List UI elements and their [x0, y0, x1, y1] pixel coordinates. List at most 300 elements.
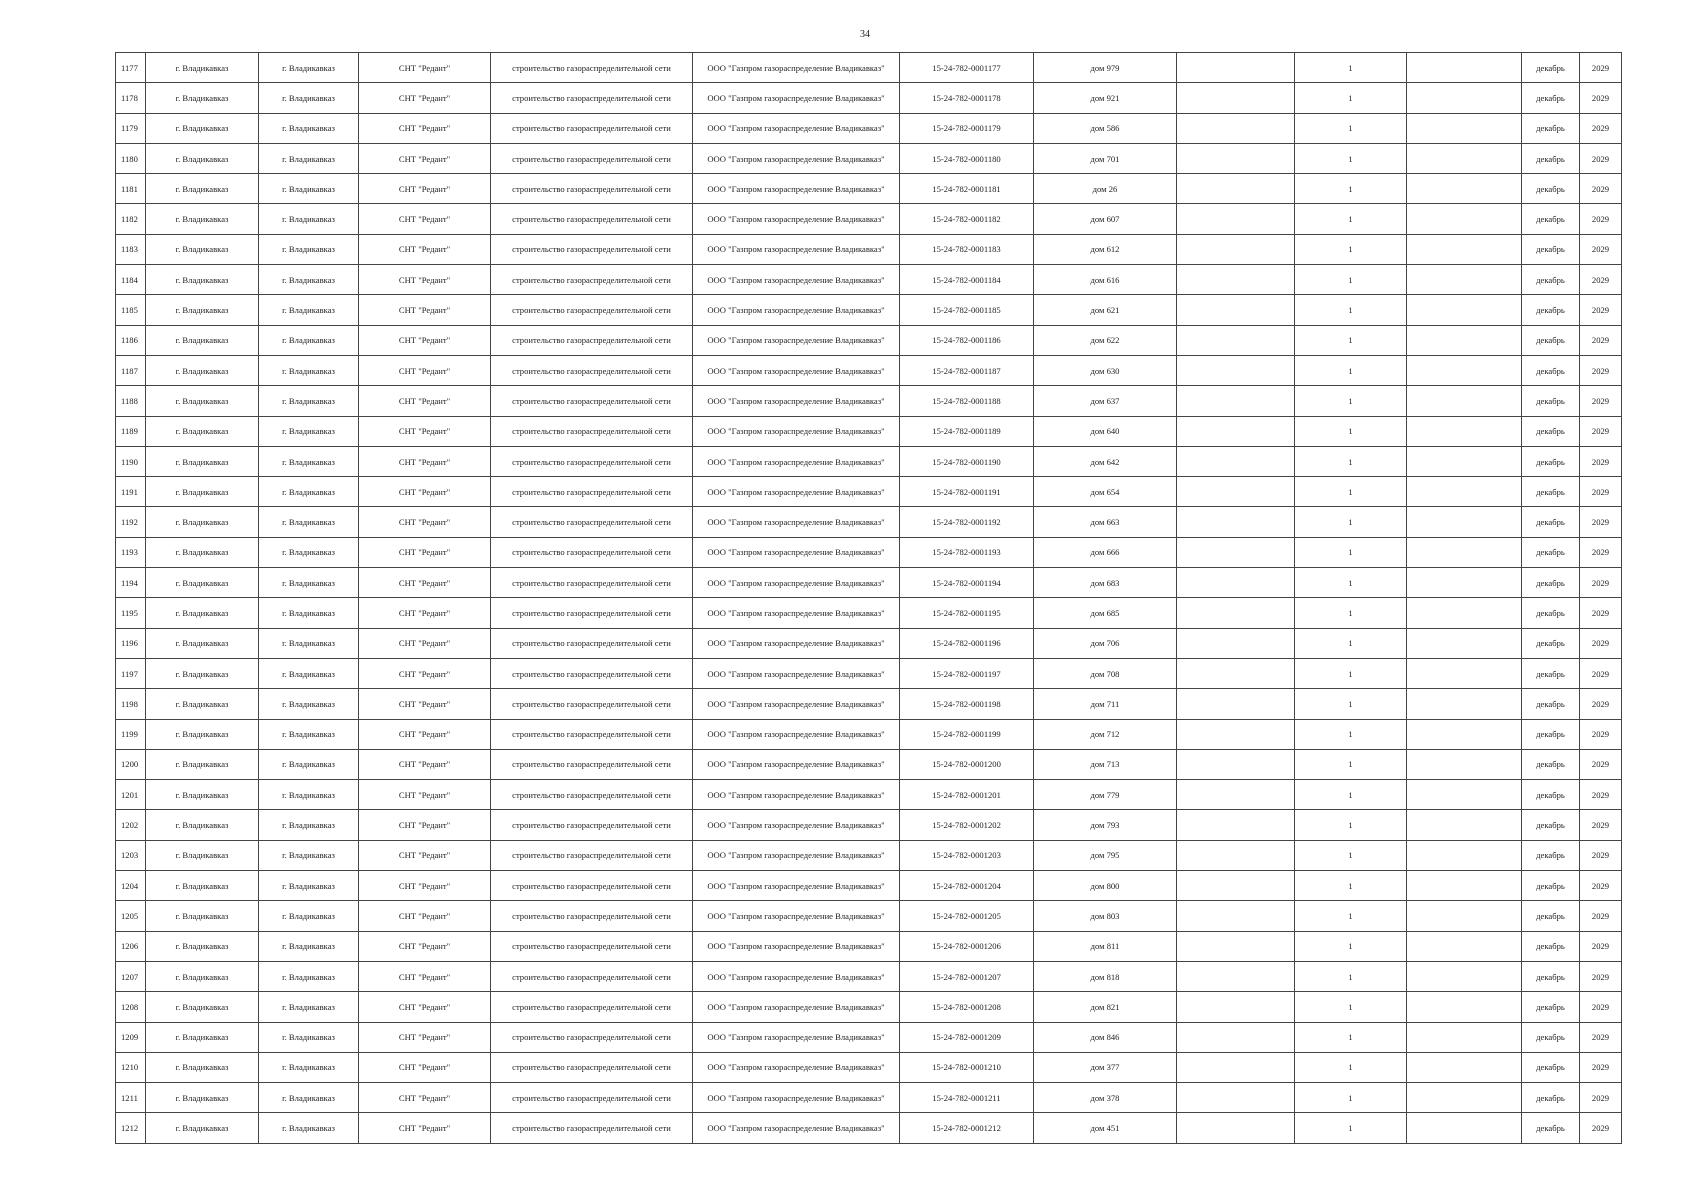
- quantity-cell: 1: [1295, 628, 1407, 658]
- empty-cell: [1407, 1022, 1522, 1052]
- empty-cell: [1407, 416, 1522, 446]
- organization-cell: ООО "Газпром газораспределение Владикавказ": [693, 992, 900, 1022]
- table-row: [116, 143, 1622, 173]
- work-type-cell: строительство газораспределительной сети: [491, 416, 693, 446]
- year-cell: 2029: [1580, 840, 1622, 870]
- work-type-cell: строительство газораспределительной сети: [491, 628, 693, 658]
- empty-cell: [1407, 689, 1522, 719]
- quantity-cell: 1: [1295, 749, 1407, 779]
- year-cell: 2029: [1580, 810, 1622, 840]
- empty-cell: [1177, 568, 1295, 598]
- organization-cell: ООО "Газпром газораспределение Владикавказ": [693, 871, 900, 901]
- municipality-cell: г. Владикавказ: [146, 416, 259, 446]
- address-cell: дом 377: [1034, 1052, 1177, 1082]
- table-row: [116, 840, 1622, 870]
- table-row: [116, 234, 1622, 264]
- address-cell: дом 26: [1034, 174, 1177, 204]
- empty-cell: [1177, 1083, 1295, 1113]
- row-number: 1188: [116, 386, 146, 416]
- month-cell: декабрь: [1522, 1113, 1580, 1143]
- object-cell: СНТ "Редант": [359, 598, 491, 628]
- code-cell: 15-24-782-0001202: [900, 810, 1034, 840]
- organization-cell: ООО "Газпром газораспределение Владикавказ": [693, 143, 900, 173]
- object-cell: СНТ "Редант": [359, 537, 491, 567]
- object-cell: СНТ "Редант": [359, 568, 491, 598]
- object-cell: СНТ "Редант": [359, 234, 491, 264]
- quantity-cell: 1: [1295, 295, 1407, 325]
- year-cell: 2029: [1580, 537, 1622, 567]
- address-cell: дом 818: [1034, 961, 1177, 991]
- work-type-cell: строительство газораспределительной сети: [491, 840, 693, 870]
- table-row: [116, 780, 1622, 810]
- month-cell: декабрь: [1522, 598, 1580, 628]
- quantity-cell: 1: [1295, 355, 1407, 385]
- code-cell: 15-24-782-0001205: [900, 901, 1034, 931]
- year-cell: 2029: [1580, 174, 1622, 204]
- year-cell: 2029: [1580, 568, 1622, 598]
- quantity-cell: 1: [1295, 658, 1407, 688]
- code-cell: 15-24-782-0001180: [900, 143, 1034, 173]
- object-cell: СНТ "Редант": [359, 658, 491, 688]
- settlement-cell: г. Владикавказ: [259, 780, 359, 810]
- empty-cell: [1407, 234, 1522, 264]
- address-cell: дом 607: [1034, 204, 1177, 234]
- month-cell: декабрь: [1522, 234, 1580, 264]
- table-body: [116, 53, 1622, 1144]
- work-type-cell: строительство газораспределительной сети: [491, 992, 693, 1022]
- month-cell: декабрь: [1522, 355, 1580, 385]
- work-type-cell: строительство газораспределительной сети: [491, 658, 693, 688]
- empty-cell: [1407, 992, 1522, 1022]
- settlement-cell: г. Владикавказ: [259, 931, 359, 961]
- object-cell: СНТ "Редант": [359, 871, 491, 901]
- work-type-cell: строительство газораспределительной сети: [491, 931, 693, 961]
- work-type-cell: строительство газораспределительной сети: [491, 810, 693, 840]
- month-cell: декабрь: [1522, 1022, 1580, 1052]
- empty-cell: [1177, 53, 1295, 83]
- empty-cell: [1177, 871, 1295, 901]
- row-number: 1190: [116, 446, 146, 476]
- object-cell: СНТ "Редант": [359, 295, 491, 325]
- settlement-cell: г. Владикавказ: [259, 658, 359, 688]
- row-number: 1179: [116, 113, 146, 143]
- municipality-cell: г. Владикавказ: [146, 1022, 259, 1052]
- municipality-cell: г. Владикавказ: [146, 295, 259, 325]
- year-cell: 2029: [1580, 53, 1622, 83]
- work-type-cell: строительство газораспределительной сети: [491, 477, 693, 507]
- work-type-cell: строительство газораспределительной сети: [491, 871, 693, 901]
- empty-cell: [1177, 446, 1295, 476]
- empty-cell: [1177, 901, 1295, 931]
- row-number: 1180: [116, 143, 146, 173]
- year-cell: 2029: [1580, 628, 1622, 658]
- table-row: [116, 1113, 1622, 1143]
- address-cell: дом 621: [1034, 295, 1177, 325]
- empty-cell: [1407, 961, 1522, 991]
- row-number: 1202: [116, 810, 146, 840]
- table-row: [116, 810, 1622, 840]
- address-cell: дом 612: [1034, 234, 1177, 264]
- work-type-cell: строительство газораспределительной сети: [491, 961, 693, 991]
- organization-cell: ООО "Газпром газораспределение Владикавказ": [693, 901, 900, 931]
- month-cell: декабрь: [1522, 719, 1580, 749]
- month-cell: декабрь: [1522, 537, 1580, 567]
- month-cell: декабрь: [1522, 295, 1580, 325]
- empty-cell: [1407, 840, 1522, 870]
- empty-cell: [1177, 416, 1295, 446]
- organization-cell: ООО "Газпром газораспределение Владикавказ": [693, 689, 900, 719]
- empty-cell: [1177, 386, 1295, 416]
- empty-cell: [1407, 568, 1522, 598]
- address-cell: дом 637: [1034, 386, 1177, 416]
- object-cell: СНТ "Редант": [359, 840, 491, 870]
- row-number: 1207: [116, 961, 146, 991]
- year-cell: 2029: [1580, 719, 1622, 749]
- empty-cell: [1407, 931, 1522, 961]
- table-row: [116, 719, 1622, 749]
- empty-cell: [1407, 265, 1522, 295]
- row-number: 1208: [116, 992, 146, 1022]
- code-cell: 15-24-782-0001179: [900, 113, 1034, 143]
- object-cell: СНТ "Редант": [359, 204, 491, 234]
- settlement-cell: г. Владикавказ: [259, 386, 359, 416]
- table-row: [116, 446, 1622, 476]
- code-cell: 15-24-782-0001184: [900, 265, 1034, 295]
- work-type-cell: строительство газораспределительной сети: [491, 507, 693, 537]
- municipality-cell: г. Владикавказ: [146, 749, 259, 779]
- municipality-cell: г. Владикавказ: [146, 83, 259, 113]
- year-cell: 2029: [1580, 1113, 1622, 1143]
- object-cell: СНТ "Редант": [359, 628, 491, 658]
- municipality-cell: г. Владикавказ: [146, 355, 259, 385]
- organization-cell: ООО "Газпром газораспределение Владикавказ": [693, 83, 900, 113]
- year-cell: 2029: [1580, 83, 1622, 113]
- code-cell: 15-24-782-0001181: [900, 174, 1034, 204]
- organization-cell: ООО "Газпром газораспределение Владикавказ": [693, 53, 900, 83]
- work-type-cell: строительство газораспределительной сети: [491, 355, 693, 385]
- organization-cell: ООО "Газпром газораспределение Владикавказ": [693, 840, 900, 870]
- empty-cell: [1177, 628, 1295, 658]
- empty-cell: [1407, 628, 1522, 658]
- code-cell: 15-24-782-0001193: [900, 537, 1034, 567]
- month-cell: декабрь: [1522, 749, 1580, 779]
- municipality-cell: г. Владикавказ: [146, 234, 259, 264]
- code-cell: 15-24-782-0001187: [900, 355, 1034, 385]
- work-type-cell: строительство газораспределительной сети: [491, 386, 693, 416]
- empty-cell: [1177, 1113, 1295, 1143]
- code-cell: 15-24-782-0001204: [900, 871, 1034, 901]
- organization-cell: ООО "Газпром газораспределение Владикавказ": [693, 1022, 900, 1052]
- table-row: [116, 416, 1622, 446]
- settlement-cell: г. Владикавказ: [259, 840, 359, 870]
- quantity-cell: 1: [1295, 325, 1407, 355]
- year-cell: 2029: [1580, 749, 1622, 779]
- settlement-cell: г. Владикавказ: [259, 689, 359, 719]
- empty-cell: [1407, 325, 1522, 355]
- organization-cell: ООО "Газпром газораспределение Владикавказ": [693, 537, 900, 567]
- address-cell: дом 979: [1034, 53, 1177, 83]
- quantity-cell: 1: [1295, 265, 1407, 295]
- code-cell: 15-24-782-0001186: [900, 325, 1034, 355]
- work-type-cell: строительство газораспределительной сети: [491, 113, 693, 143]
- empty-cell: [1177, 658, 1295, 688]
- empty-cell: [1407, 780, 1522, 810]
- organization-cell: ООО "Газпром газораспределение Владикавказ": [693, 174, 900, 204]
- settlement-cell: г. Владикавказ: [259, 810, 359, 840]
- work-type-cell: строительство газораспределительной сети: [491, 1052, 693, 1082]
- organization-cell: ООО "Газпром газораспределение Владикавказ": [693, 234, 900, 264]
- month-cell: декабрь: [1522, 780, 1580, 810]
- code-cell: 15-24-782-0001190: [900, 446, 1034, 476]
- empty-cell: [1177, 295, 1295, 325]
- object-cell: СНТ "Редант": [359, 174, 491, 204]
- object-cell: СНТ "Редант": [359, 931, 491, 961]
- month-cell: декабрь: [1522, 477, 1580, 507]
- empty-cell: [1177, 83, 1295, 113]
- object-cell: СНТ "Редант": [359, 689, 491, 719]
- empty-cell: [1177, 234, 1295, 264]
- quantity-cell: 1: [1295, 53, 1407, 83]
- row-number: 1203: [116, 840, 146, 870]
- month-cell: декабрь: [1522, 446, 1580, 476]
- month-cell: декабрь: [1522, 1083, 1580, 1113]
- organization-cell: ООО "Газпром газораспределение Владикавказ": [693, 749, 900, 779]
- work-type-cell: строительство газораспределительной сети: [491, 234, 693, 264]
- table-row: [116, 53, 1622, 83]
- address-cell: дом 616: [1034, 265, 1177, 295]
- settlement-cell: г. Владикавказ: [259, 325, 359, 355]
- quantity-cell: 1: [1295, 780, 1407, 810]
- row-number: 1186: [116, 325, 146, 355]
- code-cell: 15-24-782-0001195: [900, 598, 1034, 628]
- object-cell: СНТ "Редант": [359, 446, 491, 476]
- empty-cell: [1177, 1022, 1295, 1052]
- month-cell: декабрь: [1522, 931, 1580, 961]
- year-cell: 2029: [1580, 143, 1622, 173]
- month-cell: декабрь: [1522, 53, 1580, 83]
- code-cell: 15-24-782-0001207: [900, 961, 1034, 991]
- settlement-cell: г. Владикавказ: [259, 537, 359, 567]
- work-type-cell: строительство газораспределительной сети: [491, 749, 693, 779]
- municipality-cell: г. Владикавказ: [146, 719, 259, 749]
- year-cell: 2029: [1580, 689, 1622, 719]
- empty-cell: [1407, 295, 1522, 325]
- municipality-cell: г. Владикавказ: [146, 477, 259, 507]
- code-cell: 15-24-782-0001183: [900, 234, 1034, 264]
- table-row: [116, 386, 1622, 416]
- empty-cell: [1177, 689, 1295, 719]
- work-type-cell: строительство газораспределительной сети: [491, 1083, 693, 1113]
- quantity-cell: 1: [1295, 83, 1407, 113]
- municipality-cell: г. Владикавказ: [146, 174, 259, 204]
- month-cell: декабрь: [1522, 325, 1580, 355]
- table-row: [116, 961, 1622, 991]
- address-cell: дом 685: [1034, 598, 1177, 628]
- code-cell: 15-24-782-0001182: [900, 204, 1034, 234]
- address-cell: дом 846: [1034, 1022, 1177, 1052]
- object-cell: СНТ "Редант": [359, 1052, 491, 1082]
- organization-cell: ООО "Газпром газораспределение Владикавказ": [693, 568, 900, 598]
- quantity-cell: 1: [1295, 537, 1407, 567]
- settlement-cell: г. Владикавказ: [259, 901, 359, 931]
- organization-cell: ООО "Газпром газораспределение Владикавказ": [693, 810, 900, 840]
- work-type-cell: строительство газораспределительной сети: [491, 204, 693, 234]
- settlement-cell: г. Владикавказ: [259, 113, 359, 143]
- table-row: [116, 568, 1622, 598]
- settlement-cell: г. Владикавказ: [259, 507, 359, 537]
- municipality-cell: г. Владикавказ: [146, 113, 259, 143]
- code-cell: 15-24-782-0001198: [900, 689, 1034, 719]
- object-cell: СНТ "Редант": [359, 53, 491, 83]
- page-number: 34: [860, 29, 870, 40]
- empty-cell: [1177, 1052, 1295, 1082]
- year-cell: 2029: [1580, 961, 1622, 991]
- organization-cell: ООО "Газпром газораспределение Владикавказ": [693, 113, 900, 143]
- month-cell: декабрь: [1522, 658, 1580, 688]
- organization-cell: ООО "Газпром газораспределение Владикавказ": [693, 446, 900, 476]
- year-cell: 2029: [1580, 446, 1622, 476]
- work-type-cell: строительство газораспределительной сети: [491, 83, 693, 113]
- settlement-cell: г. Владикавказ: [259, 446, 359, 476]
- address-cell: дом 451: [1034, 1113, 1177, 1143]
- address-cell: дом 622: [1034, 325, 1177, 355]
- settlement-cell: г. Владикавказ: [259, 961, 359, 991]
- municipality-cell: г. Владикавказ: [146, 598, 259, 628]
- work-type-cell: строительство газораспределительной сети: [491, 174, 693, 204]
- work-type-cell: строительство газораспределительной сети: [491, 719, 693, 749]
- table-row: [116, 325, 1622, 355]
- table-row: [116, 477, 1622, 507]
- table-row: [116, 992, 1622, 1022]
- empty-cell: [1407, 1113, 1522, 1143]
- quantity-cell: 1: [1295, 598, 1407, 628]
- object-cell: СНТ "Редант": [359, 1083, 491, 1113]
- address-cell: дом 795: [1034, 840, 1177, 870]
- organization-cell: ООО "Газпром газораспределение Владикавказ": [693, 961, 900, 991]
- settlement-cell: г. Владикавказ: [259, 83, 359, 113]
- work-type-cell: строительство газораспределительной сети: [491, 780, 693, 810]
- quantity-cell: 1: [1295, 1113, 1407, 1143]
- empty-cell: [1407, 53, 1522, 83]
- table-row: [116, 295, 1622, 325]
- code-cell: 15-24-782-0001203: [900, 840, 1034, 870]
- quantity-cell: 1: [1295, 477, 1407, 507]
- municipality-cell: г. Владикавказ: [146, 53, 259, 83]
- code-cell: 15-24-782-0001192: [900, 507, 1034, 537]
- empty-cell: [1177, 992, 1295, 1022]
- month-cell: декабрь: [1522, 416, 1580, 446]
- address-cell: дом 708: [1034, 658, 1177, 688]
- month-cell: декабрь: [1522, 689, 1580, 719]
- settlement-cell: г. Владикавказ: [259, 143, 359, 173]
- empty-cell: [1177, 174, 1295, 204]
- year-cell: 2029: [1580, 780, 1622, 810]
- code-cell: 15-24-782-0001209: [900, 1022, 1034, 1052]
- month-cell: декабрь: [1522, 871, 1580, 901]
- month-cell: декабрь: [1522, 840, 1580, 870]
- code-cell: 15-24-782-0001197: [900, 658, 1034, 688]
- quantity-cell: 1: [1295, 840, 1407, 870]
- quantity-cell: 1: [1295, 992, 1407, 1022]
- empty-cell: [1177, 810, 1295, 840]
- year-cell: 2029: [1580, 113, 1622, 143]
- municipality-cell: г. Владикавказ: [146, 204, 259, 234]
- municipality-cell: г. Владикавказ: [146, 658, 259, 688]
- object-cell: СНТ "Редант": [359, 477, 491, 507]
- year-cell: 2029: [1580, 265, 1622, 295]
- address-cell: дом 711: [1034, 689, 1177, 719]
- row-number: 1210: [116, 1052, 146, 1082]
- municipality-cell: г. Владикавказ: [146, 689, 259, 719]
- address-cell: дом 666: [1034, 537, 1177, 567]
- object-cell: СНТ "Редант": [359, 780, 491, 810]
- year-cell: 2029: [1580, 598, 1622, 628]
- year-cell: 2029: [1580, 1052, 1622, 1082]
- empty-cell: [1177, 961, 1295, 991]
- month-cell: декабрь: [1522, 204, 1580, 234]
- year-cell: 2029: [1580, 1022, 1622, 1052]
- organization-cell: ООО "Газпром газораспределение Владикавказ": [693, 719, 900, 749]
- month-cell: декабрь: [1522, 143, 1580, 173]
- month-cell: декабрь: [1522, 265, 1580, 295]
- month-cell: декабрь: [1522, 507, 1580, 537]
- organization-cell: ООО "Газпром газораспределение Владикавказ": [693, 1083, 900, 1113]
- municipality-cell: г. Владикавказ: [146, 961, 259, 991]
- code-cell: 15-24-782-0001199: [900, 719, 1034, 749]
- code-cell: 15-24-782-0001208: [900, 992, 1034, 1022]
- organization-cell: ООО "Газпром газораспределение Владикавказ": [693, 780, 900, 810]
- empty-cell: [1407, 477, 1522, 507]
- settlement-cell: г. Владикавказ: [259, 628, 359, 658]
- row-number: 1195: [116, 598, 146, 628]
- row-number: 1191: [116, 477, 146, 507]
- settlement-cell: г. Владикавказ: [259, 477, 359, 507]
- address-cell: дом 712: [1034, 719, 1177, 749]
- organization-cell: ООО "Газпром газораспределение Владикавказ": [693, 507, 900, 537]
- row-number: 1209: [116, 1022, 146, 1052]
- table-row: [116, 537, 1622, 567]
- year-cell: 2029: [1580, 416, 1622, 446]
- quantity-cell: 1: [1295, 931, 1407, 961]
- organization-cell: ООО "Газпром газораспределение Владикавказ": [693, 295, 900, 325]
- code-cell: 15-24-782-0001212: [900, 1113, 1034, 1143]
- table-row: [116, 1022, 1622, 1052]
- empty-cell: [1177, 719, 1295, 749]
- month-cell: декабрь: [1522, 961, 1580, 991]
- empty-cell: [1407, 83, 1522, 113]
- data-table: [115, 52, 1622, 1144]
- address-cell: дом 706: [1034, 628, 1177, 658]
- settlement-cell: г. Владикавказ: [259, 1113, 359, 1143]
- row-number: 1212: [116, 1113, 146, 1143]
- settlement-cell: г. Владикавказ: [259, 265, 359, 295]
- year-cell: 2029: [1580, 992, 1622, 1022]
- row-number: 1192: [116, 507, 146, 537]
- empty-cell: [1407, 658, 1522, 688]
- row-number: 1205: [116, 901, 146, 931]
- year-cell: 2029: [1580, 477, 1622, 507]
- municipality-cell: г. Владикавказ: [146, 840, 259, 870]
- address-cell: дом 654: [1034, 477, 1177, 507]
- table-row: [116, 355, 1622, 385]
- work-type-cell: строительство газораспределительной сети: [491, 537, 693, 567]
- table-row: [116, 658, 1622, 688]
- empty-cell: [1407, 355, 1522, 385]
- empty-cell: [1407, 174, 1522, 204]
- code-cell: 15-24-782-0001201: [900, 780, 1034, 810]
- year-cell: 2029: [1580, 658, 1622, 688]
- organization-cell: ООО "Газпром газораспределение Владикавказ": [693, 265, 900, 295]
